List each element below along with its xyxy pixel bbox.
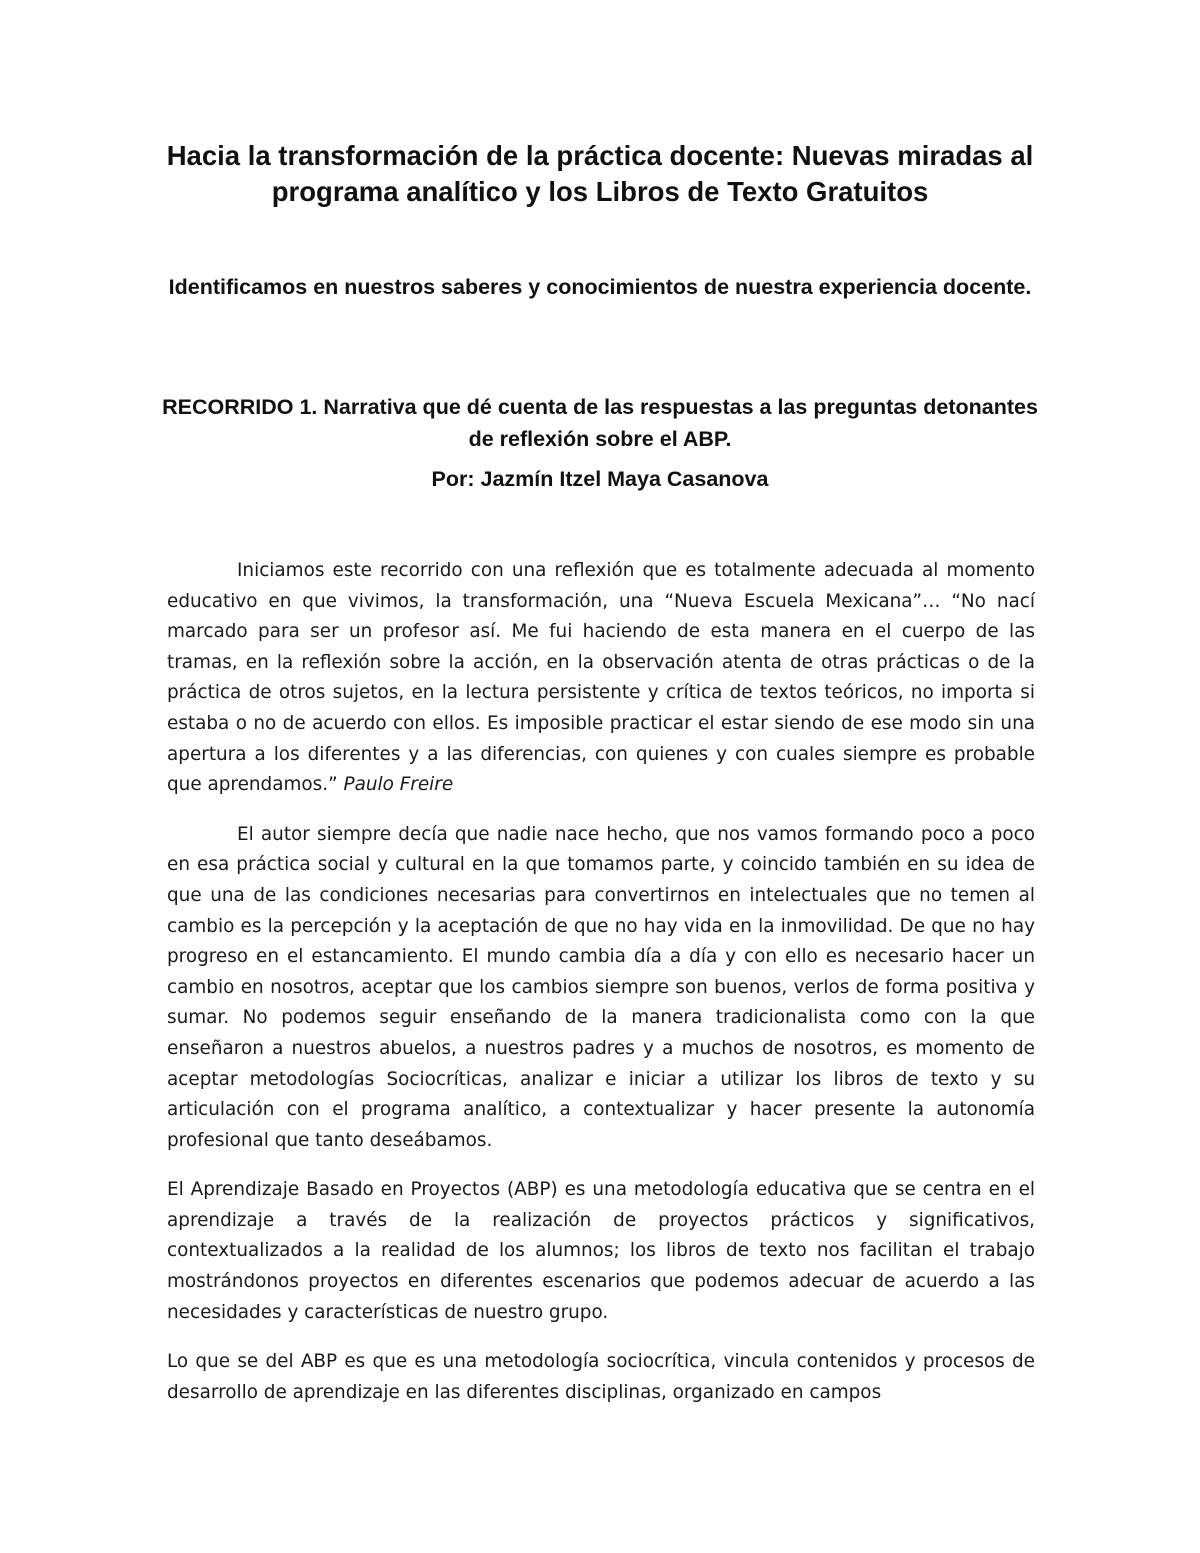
section-heading: RECORRIDO 1. Narrativa que dé cuenta de las respuestas a las preguntas detonantes de reflexión sobre el ABP. — [162, 395, 1038, 451]
document-subtitle: Identificamos en nuestros saberes y conocimientos de nuestra experiencia docente. — [168, 275, 1032, 299]
quote-author: Paulo Freire — [343, 774, 454, 796]
document-title: Hacia la transformación de la práctica docente: Nuevas miradas al programa analítico y los Libros de Texto Gratuitos — [166, 140, 1034, 207]
author-line: Por: Jazmín Itzel Maya Casanova — [431, 467, 769, 491]
body-paragraph: Lo que se del ABP es que es una metodología sociocrítica, vincula contenidos y procesos de desarrollo de aprendizaje en las diferentes disciplinas, organizado en campos — [167, 1351, 1035, 1403]
paragraph-text: Iniciamos este recorrido con una reflexión que es totalmente adecuada al momento educativo en que vivimos, la transformación, una “Nueva Escuela Mexicana”… “No nací marcado para ser un profesor así. Me fui haciendo de esta manera en el cuerpo de las tramas, en la reflexión sobre la acción, en la observación atenta de otras prácticas o de la práctica de otros sujetos, en la lectura persistente y crítica de textos teóricos, no importa si estaba o no de acuerdo con ellos. Es imposible practicar el estar siendo de ese modo sin una apertura a los diferentes y a las diferencias, con quienes y con cuales siempre es probable que aprendamos.” — [167, 560, 1035, 796]
body-paragraph: El autor siempre decía que nadie nace hecho, que nos vamos formando poco a poco en esa práctica social y cultural en la que tomamos parte, y coincido también en su idea de que una de las condiciones necesarias para convertirnos en intelectuales que no temen al cambio es la percepción y la aceptación de que no hay vida en la inmovilidad. De que no hay progreso en el estancamiento. El mundo cambia día a día y con ello es necesario hacer un cambio en nosotros, aceptar que los cambios siempre son buenos, verlos de forma positiva y sumar. No podemos seguir enseñando de la manera tradicionalista como con la que enseñaron a nuestros abuelos, a nuestros padres y a muchos de nosotros, es momento de aceptar metodologías Sociocríticas, analizar e iniciar a utilizar los libros de texto y su articulación con el programa analítico, a contextualizar y hacer presente la autonomía profesional que tanto deseábamos. — [167, 823, 1035, 1151]
document-body — [167, 556, 1035, 1427]
body-paragraph — [167, 556, 1035, 801]
body-paragraph: El Aprendizaje Basado en Proyectos (ABP) es una metodología educativa que se centra en el aprendizaje a través de la realización de proyectos prácticos y significativos, contextualizados a la realidad de los alumnos; los libros de texto nos facilitan el trabajo mostrándonos proyectos en diferentes escenarios que podemos adecuar de acuerdo a las necesidades y características de nuestro grupo. — [167, 1179, 1035, 1323]
